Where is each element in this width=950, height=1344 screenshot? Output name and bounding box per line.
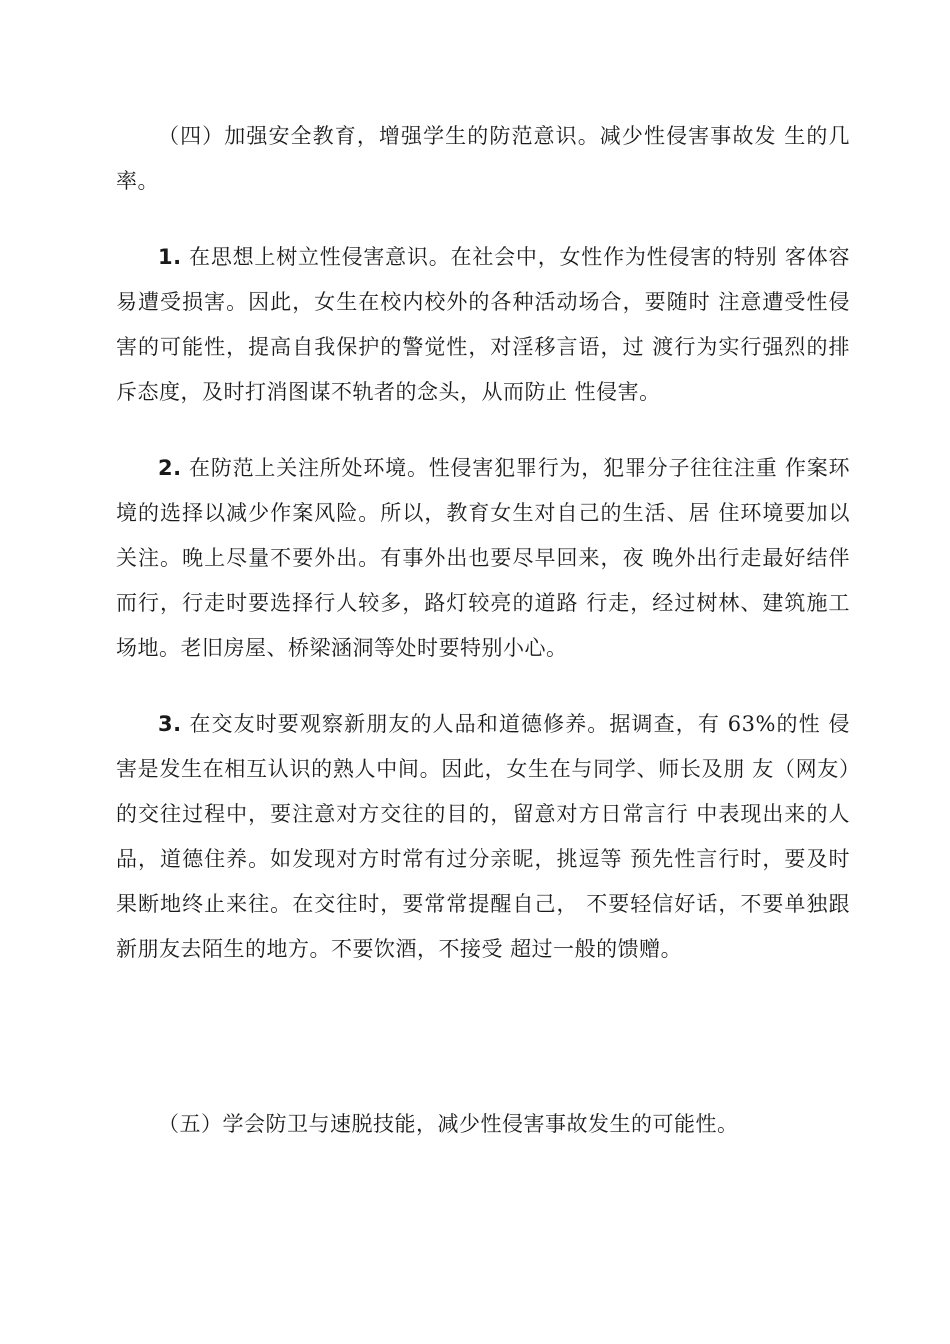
paragraph-text: 在思想上树立性侵害意识。在社会中，女性作为性侵害的特别 客体容易遭受损害。因此，女生在校内校外的各种活动场合，要随时 注意遭受性侵害的可能性，提高自我保护的警觉性，对淫移言语，过 渡行为实行强烈的排斥态度，及时打消图谋不轨者的念头，从而防止 性侵害。 — [116, 245, 850, 404]
paragraph-item-1 — [116, 235, 850, 415]
item-number: 2. — [158, 456, 182, 480]
paragraph-text: 在交友时要观察新朋友的人品和道德修养。据调查，有 63%的性 侵害是发生在相互认识的熟人中间。因此，女生在与同学、师长及朋 友（网友）的交往过程中，要注意对方交往的目的，留意对方日常言行 中表现出来的人品，道德住养。如发现对方时常有过分亲昵，挑逗等 预先性言行时，要及时果断地终止来往。在交往时，要常常提醒自己， 不要轻信好话，不要单独跟新朋友去陌生的地方。不要饮酒，不接受 超过一般的馈赠。 — [116, 712, 850, 961]
section-heading-five — [116, 1102, 850, 1147]
item-number: 3. — [158, 712, 182, 736]
paragraph-text: （四）加强安全教育，增强学生的防范意识。减少性侵害事故发 生的几率。 — [116, 124, 850, 193]
paragraph-item-2 — [116, 446, 850, 671]
paragraph-item-3 — [116, 702, 850, 972]
item-number: 1. — [158, 245, 182, 269]
paragraph-text: 在防范上关注所处环境。性侵害犯罪行为，犯罪分子往往注重 作案环境的选择以减少作案风险。所以，教育女生对自己的生活、居 住环境要加以关注。晚上尽量不要外出。有事外出也要尽早回来，夜 晚外出行走最好结伴而行，行走时要选择行人较多，路灯较亮的道路 行走，经过树林、建筑施工场地。老旧房屋、桥梁涵洞等处时要特别小心。 — [116, 456, 850, 660]
paragraph-text: （五）学会防卫与速脱技能，减少性侵害事故发生的可能性。 — [158, 1112, 739, 1136]
section-heading-four — [116, 114, 850, 204]
